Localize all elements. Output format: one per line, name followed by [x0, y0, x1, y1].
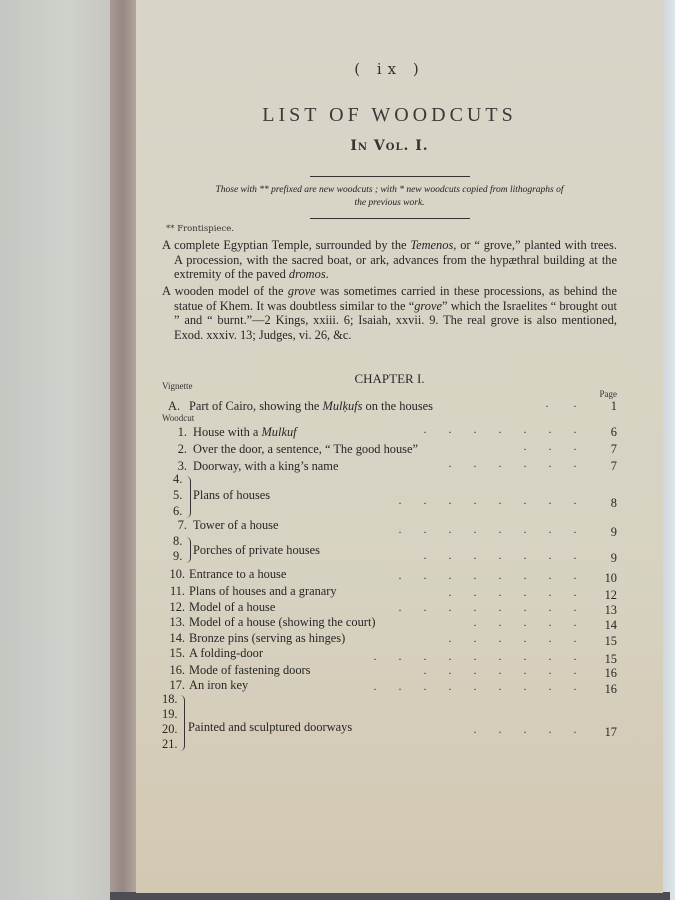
woodcut-entry — [162, 488, 617, 510]
entry-page: 12 — [604, 588, 617, 602]
entry-title: Plans of houses — [193, 488, 271, 502]
woodcut-entry — [162, 663, 617, 679]
entry-page: 1 — [610, 399, 617, 413]
page-bottom-shadow — [110, 892, 670, 900]
text-run: . — [325, 267, 329, 282]
italic-run: dromos — [288, 267, 326, 282]
entry-page: 7 — [610, 442, 617, 456]
entry-title: Porches of private houses — [193, 543, 320, 557]
entry-title: Painted and sculptured doorways — [188, 720, 353, 734]
legend-note-line-1: Those with ** prefixed are new woodcuts ; with * new woodcuts copied from lithographs of — [215, 185, 564, 195]
vignette-entry — [162, 399, 617, 415]
entry-number: 4. — [173, 472, 183, 486]
entry-page: 16 — [604, 682, 617, 696]
dot-leader: · · · · · · — [448, 588, 577, 602]
entry-number: 9. — [173, 549, 183, 563]
woodcut-entry — [162, 567, 617, 583]
entry-title: Model of a house — [189, 600, 276, 614]
entry-number: 8. — [173, 534, 183, 548]
text-run: on the houses — [362, 399, 434, 413]
entry-number: 1. — [177, 425, 187, 439]
background-edge — [662, 0, 675, 900]
entry-number: 6. — [173, 504, 183, 518]
divider-top — [310, 176, 470, 177]
woodcut-entry — [162, 615, 617, 631]
entry-title: An iron key — [189, 678, 249, 692]
book-gutter — [110, 0, 138, 900]
text-run: was sometimes carried in these processions, as behind the statue of Khem. It was doubtless similar to the “ — [174, 284, 617, 313]
woodcut-entry — [162, 584, 617, 600]
entry-title: Doorway, with a king’s name — [193, 459, 339, 473]
entry-number: 15. — [169, 646, 185, 660]
entry-number: 7. — [177, 518, 187, 532]
page-title: LIST OF WOODCUTS — [262, 104, 517, 126]
entry-page: 16 — [604, 666, 617, 680]
entry-page: 14 — [604, 618, 617, 632]
woodcut-entry — [162, 518, 617, 539]
dot-leader: · · · · · · — [448, 634, 577, 648]
entry-number: 18. — [162, 692, 178, 706]
frontispiece-paragraph-1 — [162, 238, 617, 282]
italic-run: grove — [414, 298, 442, 313]
entry-number: 10. — [169, 567, 185, 581]
entry-number: 19. — [162, 707, 178, 721]
entry-page: 7 — [610, 459, 617, 473]
entry-page: 8 — [610, 496, 617, 510]
entry-number: A. — [168, 399, 181, 413]
entry-number: 14. — [169, 631, 185, 645]
page-number: ( ix ) — [354, 60, 425, 78]
dot-leader: · · · · · · · · — [398, 496, 577, 510]
text-run: ” which the Israelites “ brought out ” and “ burnt.”—2 Kings, xxiii. 6; Isaiah, xxvii. 9. The real grove is also mentioned, Exod. xxxiv. 13; Judges, vi. 26, &c. — [174, 298, 617, 342]
entry-number: 16. — [169, 663, 185, 677]
entry-title: Tower of a house — [193, 518, 279, 532]
dot-leader: · · · · · · · — [423, 425, 577, 439]
woodcut-entry — [162, 720, 617, 739]
frontispiece-paragraph-2 — [162, 284, 617, 342]
dot-leader: · · · — [523, 442, 577, 456]
woodcut-entry — [162, 600, 617, 616]
entry-page: 15 — [604, 652, 617, 666]
entry-number: 11. — [169, 584, 185, 598]
entry-title: Model of a house (showing the court) — [189, 615, 376, 629]
entry-title — [189, 399, 433, 414]
woodcut-entry — [162, 459, 617, 475]
left-blank-page — [0, 0, 112, 900]
entry-page: 17 — [604, 725, 617, 739]
italic-run: Mulkuf — [261, 425, 297, 439]
entry-number: 21. — [162, 737, 178, 751]
dot-leader: · · · · · · · · — [398, 525, 577, 539]
entry-page: 10 — [604, 571, 617, 585]
entry-page: 6 — [610, 425, 617, 439]
page-subtitle: In Vol. I. — [350, 138, 429, 154]
entry-number: 5. — [173, 488, 183, 502]
dot-leader: · · · · · — [473, 618, 577, 632]
entry-number: 13. — [169, 615, 185, 629]
dot-leader: · · · · · — [473, 725, 577, 739]
book-page — [136, 0, 663, 893]
text-run: House with a — [193, 425, 262, 439]
entry-number: 3. — [177, 459, 187, 473]
legend-note — [162, 184, 617, 210]
woodcut-entry — [162, 678, 617, 694]
entry-page: 9 — [610, 551, 617, 565]
dot-leader: · · · · · · · — [423, 666, 577, 680]
page-column-label: Page — [599, 389, 617, 399]
entry-title: Entrance to a house — [189, 567, 287, 581]
dot-leader: · · · · · · — [448, 459, 577, 473]
entry-number: 2. — [177, 442, 187, 456]
entry-title: Over the door, a sentence, “ The good house” — [193, 442, 418, 456]
entry-number: 17. — [169, 678, 185, 692]
dot-leader: · · · · · · · · · — [373, 682, 577, 696]
dot-leader: · · · · · · · · · — [373, 652, 577, 666]
text-run: , or “ grove,” planted with trees. A procession, with the sacred boat, or ark, advances from the hypæthral building at the extremity of the paved — [174, 238, 617, 282]
italic-run: grove — [287, 284, 316, 298]
woodcut-entry — [162, 442, 617, 458]
legend-note-line-2: the previous work. — [354, 198, 425, 208]
entry-number: 20. — [162, 722, 178, 736]
entry-page: 9 — [610, 525, 617, 539]
entry-title: Bronze pins (serving as hinges) — [189, 631, 346, 645]
dot-leader: · · — [545, 399, 577, 413]
dot-leader: · · · · · · · — [423, 551, 577, 565]
woodcut-entry — [162, 631, 617, 647]
entry-title: Plans of houses and a granary — [189, 584, 337, 598]
entry-number: 12. — [169, 600, 185, 614]
text-run: A complete Egyptian Temple, surrounded by the — [162, 238, 411, 252]
chapter-heading: CHAPTER I. — [354, 371, 425, 386]
woodcut-entry — [162, 425, 617, 441]
woodcut-entry — [162, 646, 617, 666]
vignette-label: Vignette — [162, 381, 193, 391]
dot-leader: · · · · · · · · — [398, 603, 577, 617]
text-run: A wooden model of the — [162, 284, 288, 298]
entry-title: Mode of fastening doors — [189, 663, 311, 677]
entry-page: 15 — [604, 634, 617, 648]
text-run: Part of Cairo, showing the — [189, 399, 323, 413]
italic-run: Mulḳufs — [322, 399, 363, 413]
divider-bottom — [310, 218, 470, 219]
entry-title — [193, 425, 297, 440]
dot-leader: · · · · · · · · — [398, 571, 577, 585]
entry-title: A folding-door — [189, 646, 263, 660]
entry-page: 13 — [604, 603, 617, 617]
frontispiece-label: ** Frontispiece. — [166, 224, 234, 234]
woodcut-label: Woodcut — [162, 413, 195, 423]
italic-run: Temenos — [410, 238, 454, 252]
woodcut-entry — [162, 543, 617, 565]
